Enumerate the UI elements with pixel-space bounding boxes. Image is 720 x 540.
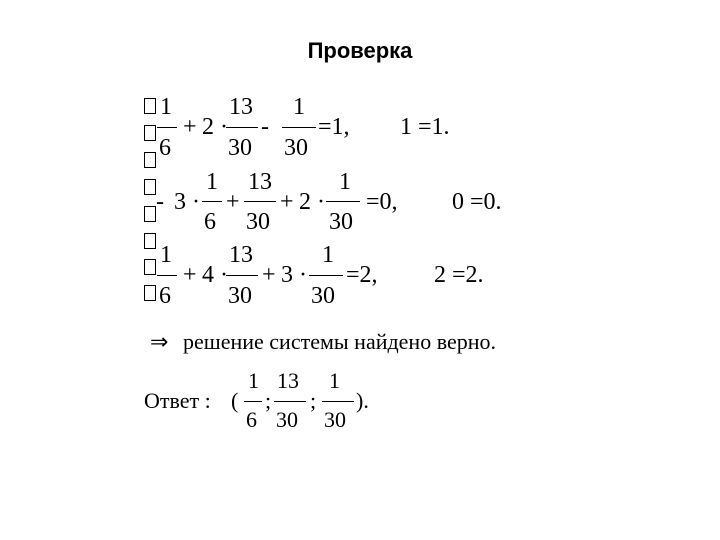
equation-rhs: =0, xyxy=(366,189,398,215)
implies-arrow: ⇒ xyxy=(150,329,169,354)
denominator: 30 xyxy=(284,135,308,161)
coefficient: 4 xyxy=(202,262,214,288)
fraction-bar xyxy=(244,401,262,402)
open-paren: ( xyxy=(231,388,239,413)
denominator: 6 xyxy=(204,209,216,235)
fraction-bar xyxy=(157,127,177,128)
coefficient: 3 xyxy=(281,262,293,288)
brace-glyph xyxy=(144,179,156,195)
slide-title: Проверка xyxy=(307,38,413,63)
numerator: 1 xyxy=(293,94,305,120)
coefficient: 2 xyxy=(202,114,214,140)
plus-sign: + xyxy=(226,189,240,215)
conclusion-text: решение системы найдено верно. xyxy=(183,329,497,354)
equation-rhs: =2, xyxy=(346,262,378,288)
numerator: 1 xyxy=(160,94,172,120)
brace-glyph xyxy=(144,233,156,249)
numerator: 1 xyxy=(206,169,218,195)
numerator: 1 xyxy=(339,169,351,195)
fraction-bar xyxy=(326,201,360,202)
separator: ; xyxy=(310,388,317,413)
brace-glyph xyxy=(144,152,156,168)
numerator: 1 xyxy=(322,242,334,268)
plus-sign: + xyxy=(183,114,197,140)
denominator: 30 xyxy=(228,283,252,309)
answer-label: Ответ : xyxy=(144,388,211,413)
close-paren: ). xyxy=(356,388,369,413)
check-result: 2 =2. xyxy=(434,262,484,288)
multiply-dot: · xyxy=(192,189,200,215)
fraction-bar xyxy=(322,401,354,402)
denominator: 30 xyxy=(324,407,346,432)
brace-glyph xyxy=(144,98,156,114)
plus-sign: + xyxy=(183,262,197,288)
multiply-dot: · xyxy=(317,189,325,215)
fraction-bar xyxy=(226,127,258,128)
numerator: 1 xyxy=(248,368,259,393)
multiply-dot: · xyxy=(299,262,307,288)
fraction-bar xyxy=(282,127,316,128)
check-result: 1 =1. xyxy=(400,114,450,140)
brace-glyph xyxy=(144,125,156,141)
plus-sign: + xyxy=(280,189,294,215)
denominator: 6 xyxy=(246,407,257,432)
check-result: 0 =0. xyxy=(452,189,502,215)
fraction-bar xyxy=(226,275,258,276)
brace-glyph xyxy=(144,206,156,222)
multiply-dot: · xyxy=(220,262,228,288)
denominator: 30 xyxy=(311,283,335,309)
numerator: 1 xyxy=(329,368,340,393)
equation-rhs: =1, xyxy=(318,114,350,140)
numerator: 13 xyxy=(277,368,299,393)
denominator: 30 xyxy=(329,209,353,235)
fraction-bar xyxy=(274,401,306,402)
coefficient: 2 xyxy=(299,189,311,215)
fraction-bar xyxy=(202,201,222,202)
denominator: 30 xyxy=(228,135,252,161)
brace-glyph xyxy=(144,259,156,275)
minus-sign: - xyxy=(156,189,164,215)
denominator: 30 xyxy=(246,209,270,235)
denominator: 6 xyxy=(159,283,171,309)
plus-sign: + xyxy=(262,262,276,288)
denominator: 6 xyxy=(159,135,171,161)
coefficient: 3 xyxy=(174,189,186,215)
numerator: 13 xyxy=(229,242,253,268)
numerator: 13 xyxy=(248,169,272,195)
denominator: 30 xyxy=(276,407,298,432)
numerator: 13 xyxy=(229,94,253,120)
fraction-bar xyxy=(244,201,276,202)
brace-glyph xyxy=(144,285,156,301)
fraction-bar xyxy=(309,275,343,276)
numerator: 1 xyxy=(160,242,172,268)
minus-sign: - xyxy=(261,114,269,140)
multiply-dot: · xyxy=(220,114,228,140)
fraction-bar xyxy=(157,275,177,276)
separator: ; xyxy=(265,388,272,413)
